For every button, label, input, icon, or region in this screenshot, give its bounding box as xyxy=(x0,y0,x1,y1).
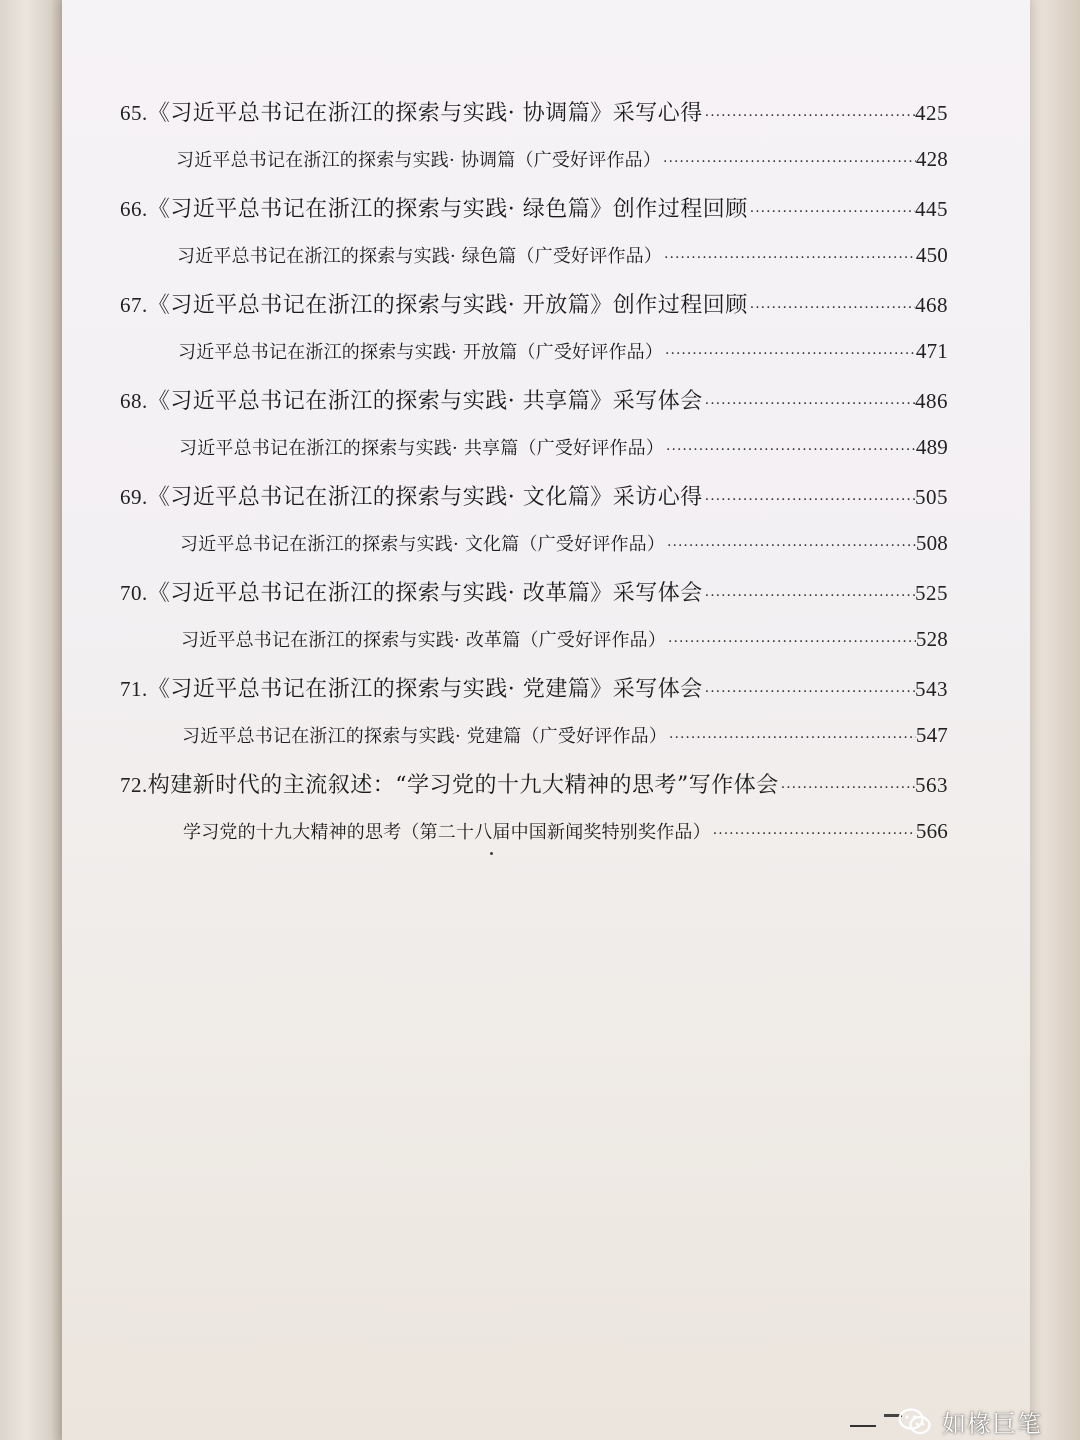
entry-number: 67. xyxy=(120,293,148,317)
subentry-page-number: 508 xyxy=(915,531,948,555)
toc-entry xyxy=(120,672,948,712)
toc-entry xyxy=(120,480,948,520)
dot-leader xyxy=(665,538,916,554)
subentry-page-number: 547 xyxy=(915,723,948,747)
entry-number: 65. xyxy=(120,101,148,125)
dot-leader xyxy=(661,154,916,170)
entry-title: 《习近平总书记在浙江的探索与实践· 开放篇》创作过程回顾 xyxy=(147,293,748,318)
dot-leader xyxy=(748,204,915,220)
dot-leader xyxy=(664,442,916,458)
subentry-page-number: 489 xyxy=(915,435,948,459)
table-of-contents xyxy=(62,0,1030,900)
subentry-title: 习近平总书记在浙江的探索与实践· 开放篇（广受好评作品） xyxy=(178,342,664,363)
subentry-page-number: 428 xyxy=(915,147,948,171)
toc-subentry xyxy=(178,338,948,378)
dot-leader xyxy=(703,684,915,700)
entry-page-number: 563 xyxy=(915,773,948,797)
entry-number: 66. xyxy=(120,197,148,221)
book-page xyxy=(62,0,1030,1440)
dot-leader xyxy=(703,108,915,124)
dot-leader xyxy=(666,634,916,650)
entry-page-number: 445 xyxy=(915,197,948,221)
toc-entry xyxy=(120,96,948,136)
dot-leader xyxy=(703,492,915,508)
left-page-edge xyxy=(0,0,64,1440)
toc-subentry xyxy=(181,626,948,666)
subentry-title: 习近平总书记在浙江的探索与实践· 文化篇（广受好评作品） xyxy=(180,534,666,555)
watermark xyxy=(898,1404,1042,1439)
dot-leader xyxy=(779,780,915,796)
entry-page-number: 505 xyxy=(915,485,948,509)
subentry-title: 习近平总书记在浙江的探索与实践· 党建篇（广受好评作品） xyxy=(182,726,668,747)
toc-entry xyxy=(120,576,948,616)
subentry-page-number: 450 xyxy=(915,243,948,267)
entry-number: 70. xyxy=(120,581,148,605)
subentry-title: 习近平总书记在浙江的探索与实践· 绿色篇（广受好评作品） xyxy=(177,246,663,267)
dot-leader xyxy=(667,730,916,746)
entry-number: 72. xyxy=(120,773,148,797)
toc-subentry xyxy=(183,818,948,858)
toc-subentry xyxy=(180,530,948,570)
toc-subentry xyxy=(179,434,948,474)
watermark-text: 如椽巨笔 xyxy=(942,1410,1042,1438)
entry-page-number: 425 xyxy=(915,101,948,125)
toc-entry xyxy=(120,384,948,424)
entry-title: 构建新时代的主流叙述：“学习党的十九大精神的思考”写作体会 xyxy=(147,773,779,798)
entry-page-number: 486 xyxy=(915,389,948,413)
toc-subentry xyxy=(182,722,948,762)
subentry-page-number: 566 xyxy=(915,819,948,843)
toc-subentry xyxy=(176,146,948,186)
entry-page-number: 543 xyxy=(915,677,948,701)
ink-speck xyxy=(490,852,493,855)
entry-title: 《习近平总书记在浙江的探索与实践· 共享篇》采写体会 xyxy=(147,389,703,414)
entry-title: 《习近平总书记在浙江的探索与实践· 绿色篇》创作过程回顾 xyxy=(147,197,748,222)
dot-leader xyxy=(703,396,915,412)
toc-entry xyxy=(120,192,948,232)
dot-leader xyxy=(663,346,916,362)
entry-page-number: 468 xyxy=(915,293,948,317)
entry-title: 《习近平总书记在浙江的探索与实践· 党建篇》采写体会 xyxy=(147,677,703,702)
subentry-title: 习近平总书记在浙江的探索与实践· 协调篇（广受好评作品） xyxy=(176,150,662,171)
subentry-page-number: 528 xyxy=(915,627,948,651)
subentry-page-number: 471 xyxy=(915,339,948,363)
subentry-title: 习近平总书记在浙江的探索与实践· 共享篇（广受好评作品） xyxy=(179,438,665,459)
dot-leader xyxy=(711,826,916,842)
entry-title: 《习近平总书记在浙江的探索与实践· 协调篇》采写心得 xyxy=(147,101,703,126)
entry-number: 69. xyxy=(120,485,148,509)
entry-title: 《习近平总书记在浙江的探索与实践· 改革篇》采写体会 xyxy=(147,581,703,606)
subentry-title: 学习党的十九大精神的思考（第二十八届中国新闻奖特别奖作品） xyxy=(183,822,711,843)
entry-number: 71. xyxy=(120,677,148,701)
entry-page-number: 525 xyxy=(915,581,948,605)
subentry-title: 习近平总书记在浙江的探索与实践· 改革篇（广受好评作品） xyxy=(181,630,667,651)
page-footer-dash xyxy=(850,1425,876,1427)
entry-number: 68. xyxy=(120,389,148,413)
toc-entry xyxy=(120,288,948,328)
toc-entry xyxy=(120,768,948,808)
dot-leader xyxy=(662,250,916,266)
wechat-icon xyxy=(898,1407,932,1437)
dot-leader xyxy=(703,588,915,604)
toc-subentry xyxy=(177,242,948,282)
entry-title: 《习近平总书记在浙江的探索与实践· 文化篇》采访心得 xyxy=(147,485,703,510)
dot-leader xyxy=(748,300,915,316)
